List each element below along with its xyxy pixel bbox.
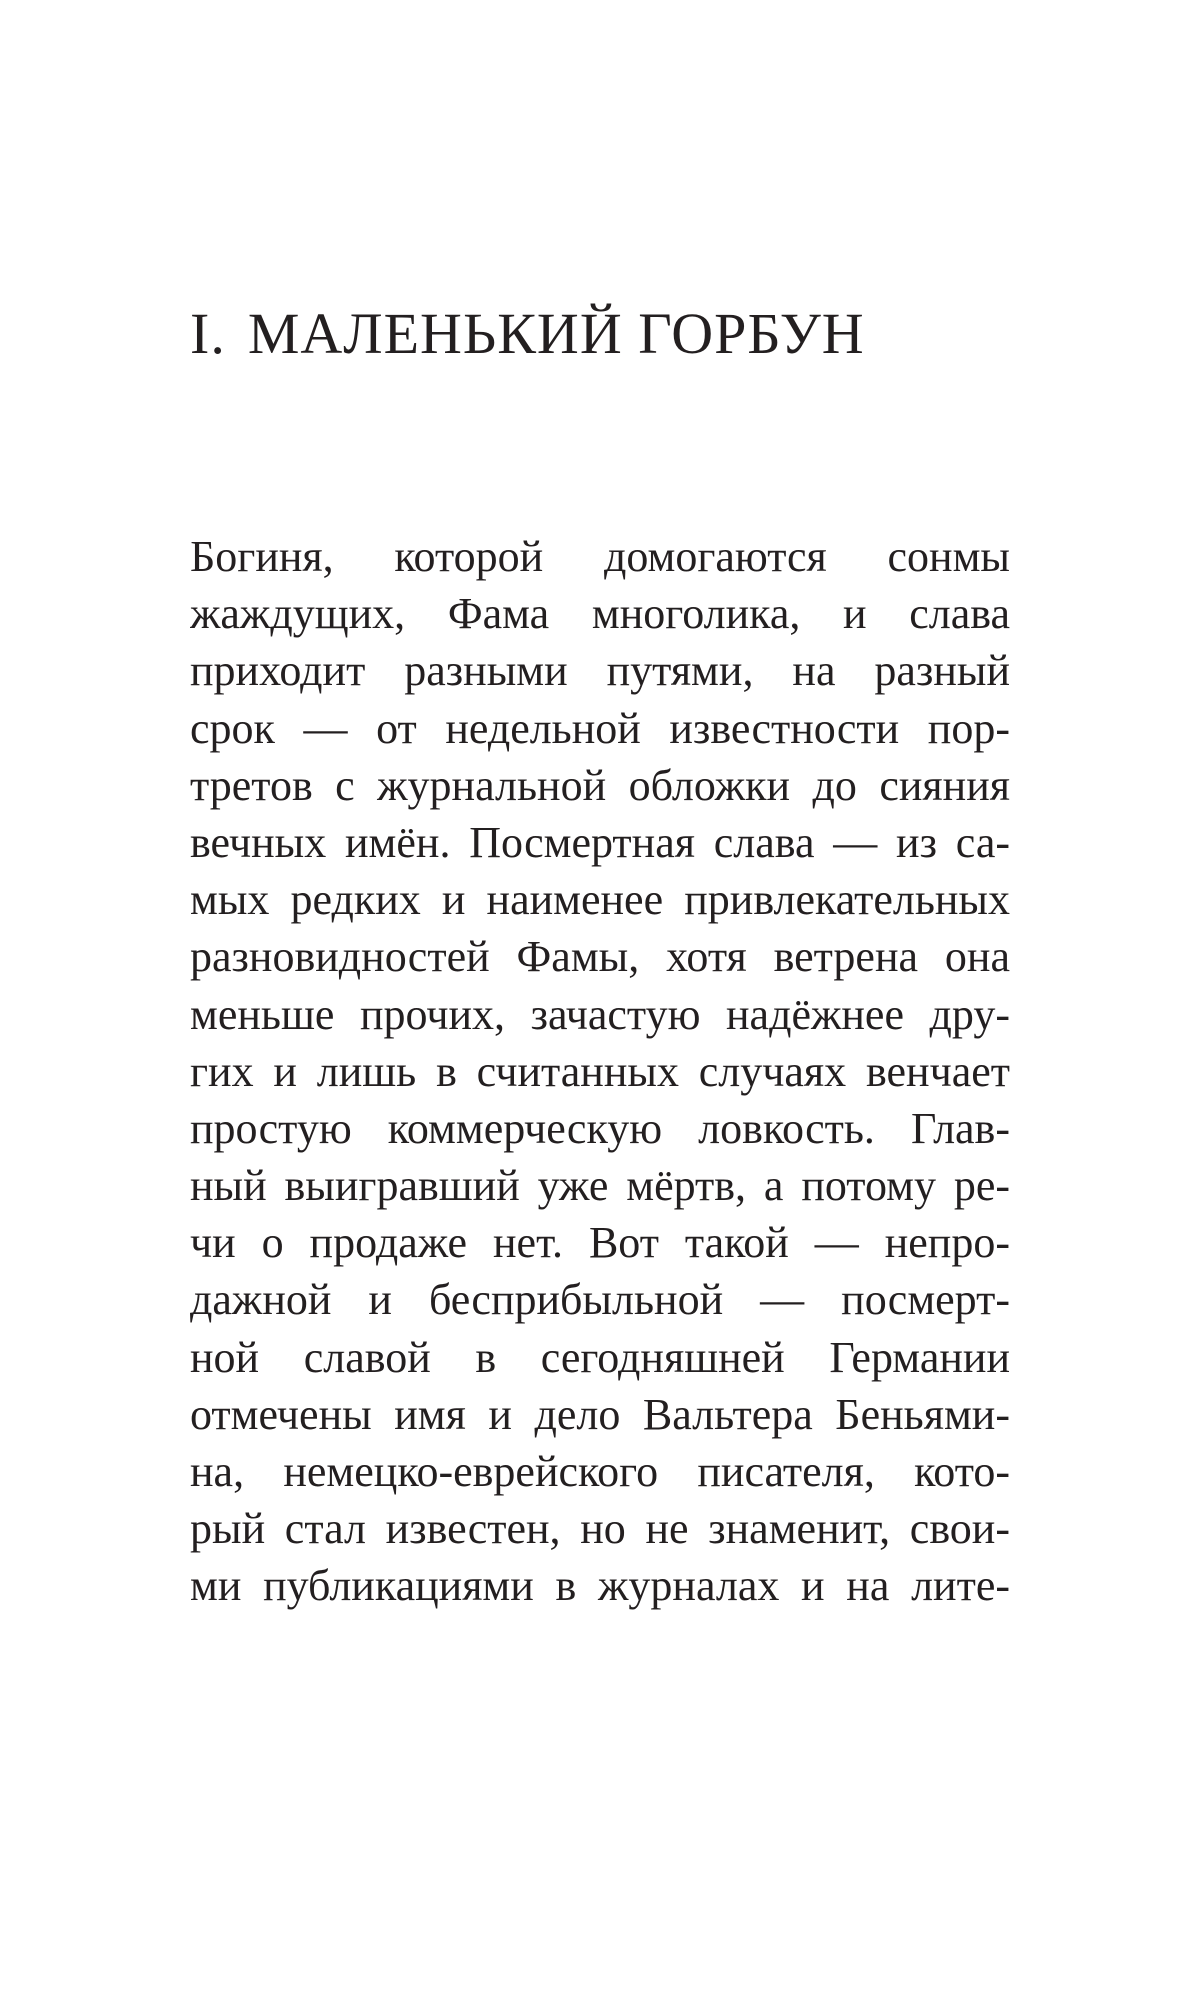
text-line: отмечены имя и дело Вальтера Беньями-: [190, 1389, 1010, 1439]
text-line: мых редких и наименее привлекательных: [190, 875, 1010, 925]
text-line: дажной и бесприбыльной — посмерт-: [190, 1275, 1010, 1325]
text-line: срок — от недельной известности пор-: [190, 703, 1010, 753]
text-line: на, немецко-еврейского писателя, кото-: [190, 1447, 1010, 1496]
text-line: гих и лишь в считанных случаях венчает: [190, 1046, 1010, 1096]
body-paragraph: [190, 528, 1010, 1615]
text-line: жаждущих, Фама многолика, и слава: [190, 589, 1010, 639]
text-line: вечных имён. Посмертная слава — из са-: [190, 817, 1010, 867]
text-line: ной славой в сегодняшней Германии: [190, 1332, 1010, 1382]
text-line: Богиня, которой домогаются сонмы: [190, 532, 1010, 581]
text-line: третов с журнальной обложки до сияния: [190, 760, 1010, 810]
text-line: чи о продаже нет. Вот такой — непро-: [190, 1218, 1010, 1268]
chapter-number: I.: [190, 301, 226, 366]
text-line: приходит разными путями, на разный: [190, 646, 1010, 696]
text-line: рый стал известен, но не знаменит, свои-: [190, 1504, 1010, 1554]
text-line: разновидностей Фамы, хотя ветрена она: [190, 932, 1010, 982]
chapter-title: МАЛЕНЬКИЙ ГОРБУН: [247, 301, 865, 366]
text-line: ный выигравший уже мёртв, а потому ре-: [190, 1161, 1010, 1211]
text-line: простую коммерческую ловкость. Глав-: [190, 1103, 1010, 1153]
text-line: меньше прочих, зачастую надёжнее дру-: [190, 989, 1010, 1039]
text-line: ми публикациями в журналах и на лите-: [190, 1561, 1010, 1611]
chapter-heading: [190, 298, 865, 370]
